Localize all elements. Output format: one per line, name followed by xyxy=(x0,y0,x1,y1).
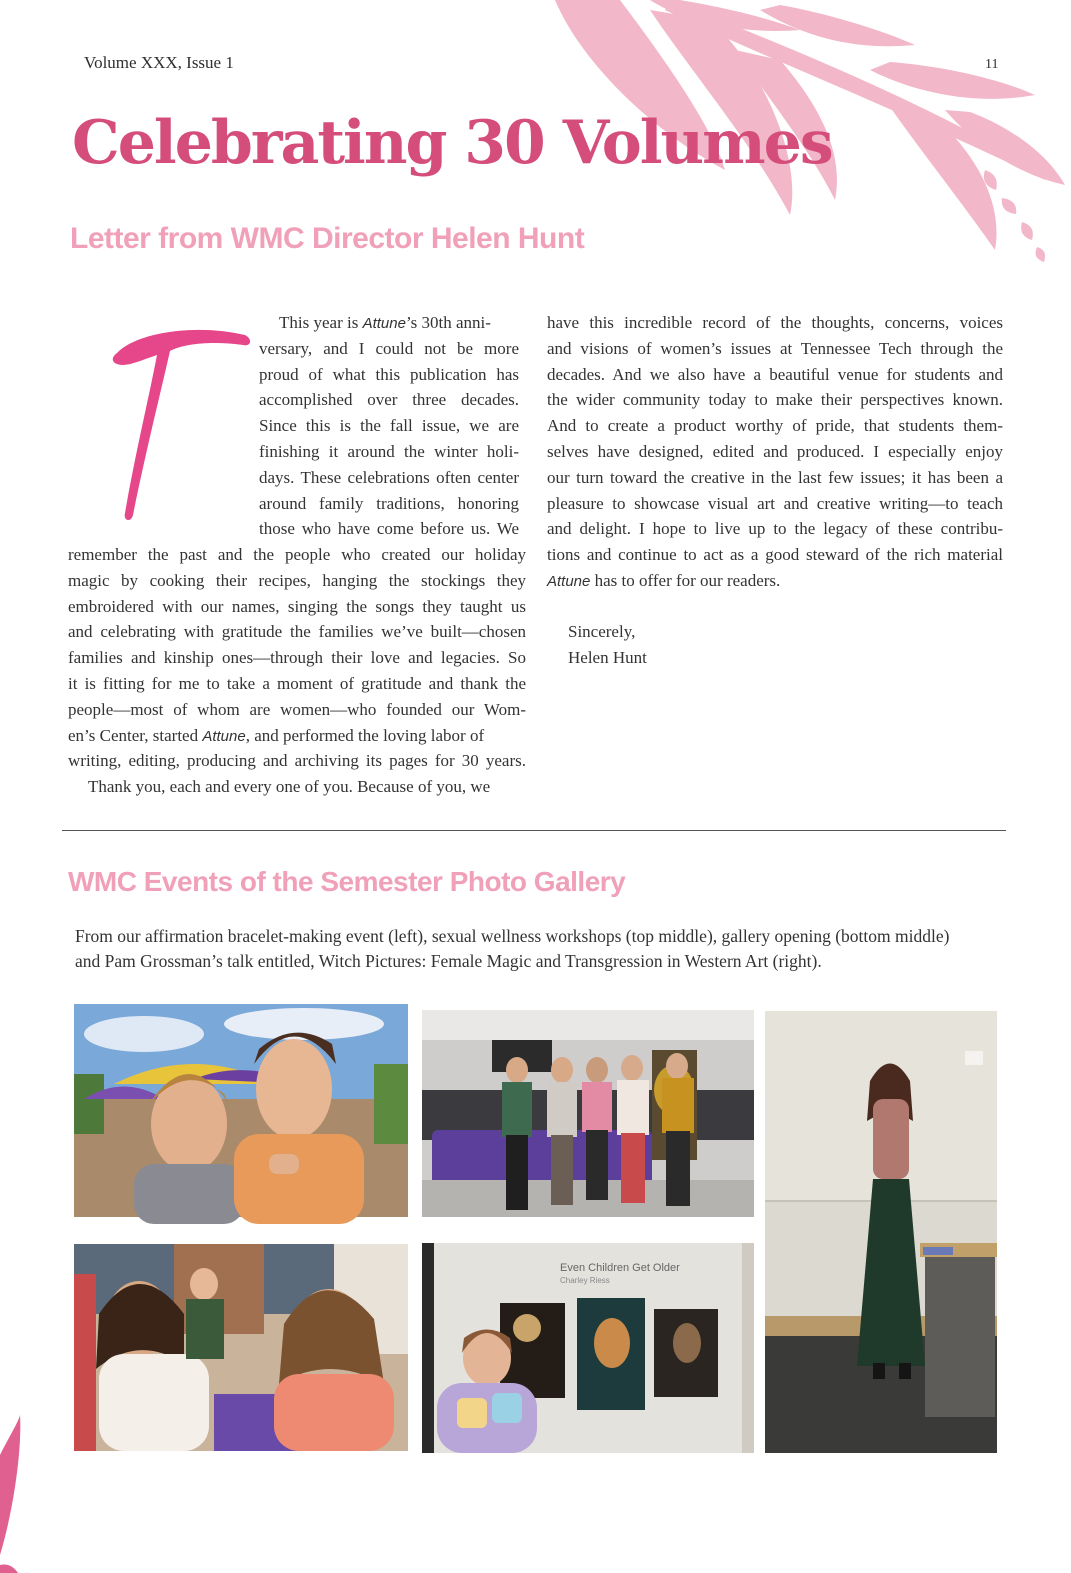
section-divider xyxy=(62,830,1006,831)
text-line: those who have come before us. We xyxy=(259,519,519,539)
photo-witch-pictures-talk xyxy=(765,1011,997,1453)
drop-cap-t xyxy=(105,302,255,525)
letter-closing xyxy=(568,619,647,671)
article-column-1-bottom xyxy=(68,542,526,800)
caption-line: From our affirmation bracelet-making event (left), sexual wellness workshops (top middle), gallery opening (bottom middle) xyxy=(75,926,950,946)
article-subtitle: Letter from WMC Director Helen Hunt xyxy=(70,222,585,255)
closing-text: Sincerely, xyxy=(568,622,636,641)
caption-line: and Pam Grossman’s talk entitled, Witch Pictures: Female Magic and Transgression in Western Art (right). xyxy=(75,951,822,971)
photo-bracelet-event-crowd xyxy=(74,1244,408,1451)
text-line: days. These celebrations often center xyxy=(259,467,519,487)
text-line: tions and continue to act as a good steward of the rich material xyxy=(547,545,1003,565)
text-line: people—most of whom are women—who founded our Wom- xyxy=(68,699,526,719)
text-line: families and kinship ones—through their love and legacies. So xyxy=(68,648,526,668)
text-line: accomplished over three decades. xyxy=(259,390,519,410)
text-line: This year is Attune’s 30th anni- xyxy=(279,313,491,332)
article-column-2 xyxy=(547,310,1003,594)
photo-gallery-opening xyxy=(422,1243,754,1453)
text-line: finishing it around the winter holi- xyxy=(259,441,519,461)
text-line: proud of what this publication has xyxy=(259,364,519,384)
text-line: the wider community today to make their perspectives known. xyxy=(547,390,1003,410)
text-line: it is fitting for me to take a moment of gratitude and thank the xyxy=(68,673,526,693)
text-line: decades. And we also have a beautiful venue for students and xyxy=(547,364,1003,384)
gallery-caption xyxy=(75,924,1005,974)
painting-label-title: Even Children Get Older xyxy=(560,1262,680,1274)
text-line: pleasure to showcase visual art and creative writing—to teach xyxy=(547,493,1003,513)
text-line: writing, editing, producing and archiving its pages for 30 years. xyxy=(68,751,526,771)
leaf-corner-decoration xyxy=(0,1415,30,1573)
drop-cap-letter: T xyxy=(105,302,115,319)
text-line: and visions of women’s issues at Tennessee Tech through the xyxy=(547,338,1003,358)
text-line: and celebrating with gratitude the families we’ve built—chosen xyxy=(68,622,526,642)
photo-bracelet-event-outdoor xyxy=(74,1004,408,1217)
text-line: and delight. I hope to live up to the legacy of these contribu- xyxy=(547,519,1003,539)
text-line: en’s Center, started Attune, and performed the loving labor of xyxy=(68,725,485,745)
text-line: Since this is the fall issue, we are xyxy=(259,416,519,436)
text-line: our turn toward the creative in the last few issues; it has been a xyxy=(547,467,1003,487)
article-column-1-top xyxy=(259,310,519,542)
signature-text: Helen Hunt xyxy=(568,647,647,667)
text-line: have this incredible record of the thoughts, concerns, voices xyxy=(547,313,1003,332)
page-number: 11 xyxy=(985,57,999,72)
photo-wellness-workshop xyxy=(422,1010,754,1217)
text-line: around family traditions, honoring xyxy=(259,493,519,513)
text-line: versary, and I could not be more xyxy=(259,338,519,358)
text-line: And to create a product worthy of pride, that students them- xyxy=(547,416,1003,436)
text-line: Thank you, each and every one of you. Because of you, we xyxy=(88,777,491,797)
article-title: Celebrating 30 Volumes xyxy=(72,108,832,178)
issue-label: Volume XXX, Issue 1 xyxy=(84,53,234,72)
painting-label-artist: Charley Riess xyxy=(560,1276,610,1285)
text-line: magic by cooking their recipes, hanging the stockings they xyxy=(68,570,526,590)
text-line: selves have designed, edited and produced. I especially enjoy xyxy=(547,441,1003,461)
gallery-title: WMC Events of the Semester Photo Gallery xyxy=(68,866,626,897)
text-line: Attune has to offer for our readers. xyxy=(547,570,781,590)
text-line: remember the past and the people who created our holiday xyxy=(68,545,526,564)
text-line: embroidered with our names, singing the songs they taught us xyxy=(68,596,526,616)
